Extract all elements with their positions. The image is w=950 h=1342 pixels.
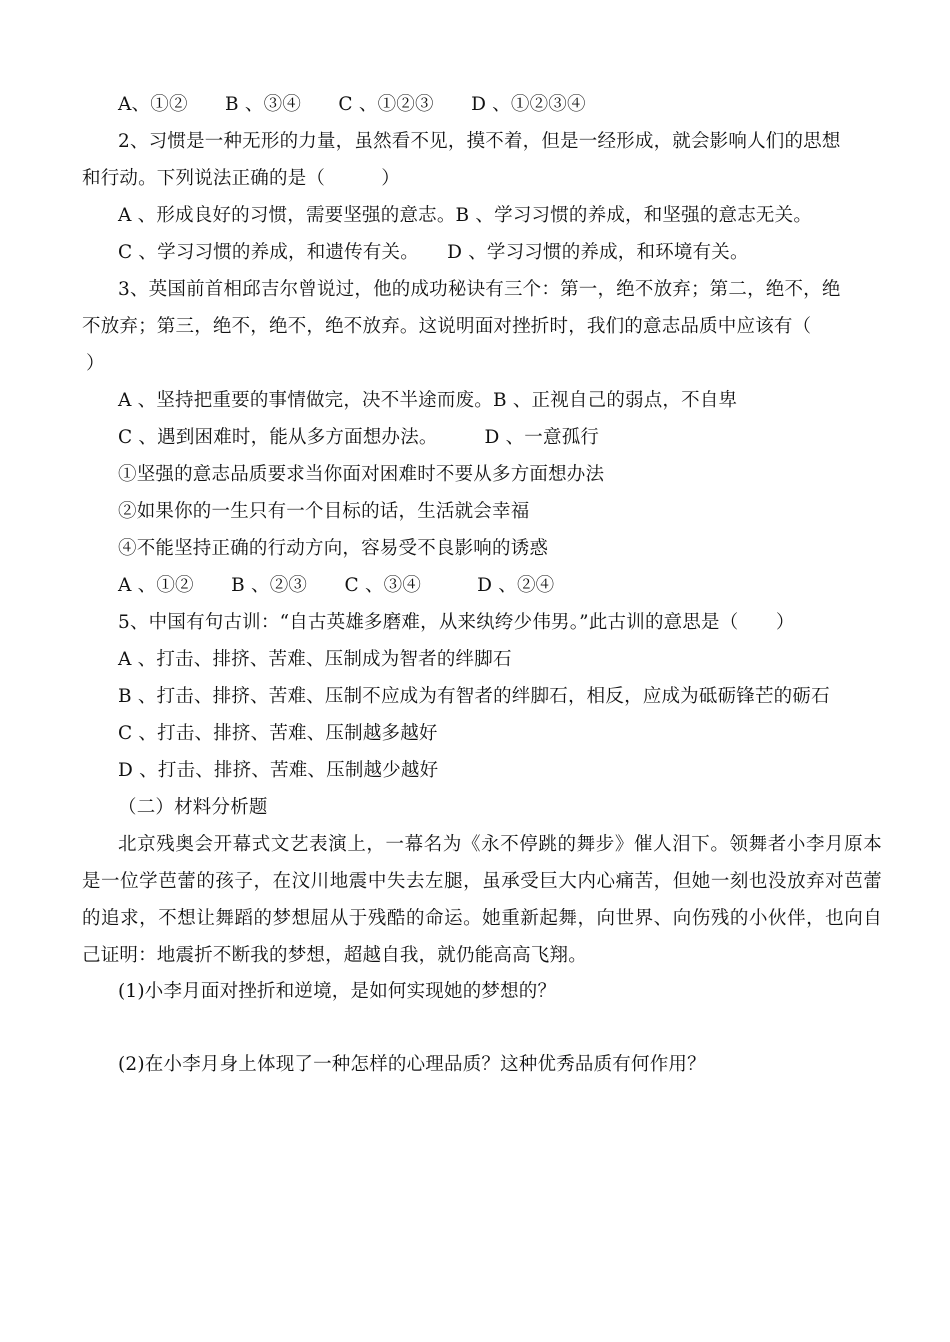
section2-heading: （二）材料分析题 — [118, 797, 268, 818]
q4-statement-1: ①坚强的意志品质要求当你面对困难时不要从多方面想办法 — [118, 464, 605, 485]
q3-stem-line1: 3、英国前首相邱吉尔曾说过，他的成功秘诀有三个：第一，绝不放弃；第二，绝不，绝 — [118, 279, 841, 300]
q5-stem: 5、中国有句古训：“自古英雄多磨难，从来纨绔少伟男。”此古训的意思是（ ） — [118, 612, 795, 633]
q5-option-b: B 、打击、排挤、苦难、压制不应成为有智者的绊脚石，相反，应成为砥砺锋芒的砺石 — [118, 686, 830, 707]
q3-options-ab: A 、坚持把重要的事情做完，决不半途而废。B 、正视自己的弱点，不自卑 — [118, 390, 738, 411]
q5-option-a: A 、打击、排挤、苦难、压制成为智者的绊脚石 — [118, 649, 512, 670]
material-question-2: (2)在小李月身上体现了一种怎样的心理品质？这种优秀品质有何作用？ — [118, 1054, 706, 1075]
material-paragraph: 北京残奥会开幕式文艺表演上，一幕名为《永不停跳的舞步》催人泪下。领舞者小李月原本是一位学芭蕾的孩子，在汶川地震中失去左腿，虽承受巨大内心痛苦，但她一刻也没放弃对芭蕾的追求，不想让舞蹈的梦想屈从于残酷的命运。她重新起舞，向世界、向伤残的小伙伴，也向自己证明：地震折不断我的梦想，超越自我，就仍能高高飞翔。 — [82, 834, 882, 966]
q3-stem-line2: 不放弃；第三，绝不，绝不，绝不放弃。这说明面对挫折时，我们的意志品质中应该有（ — [82, 316, 812, 337]
q2-options-cd: C 、学习习惯的养成，和遗传有关。 D 、学习习惯的养成，和环境有关。 — [118, 242, 749, 263]
q2-options-ab: A 、形成良好的习惯，需要坚强的意志。B 、学习习惯的养成，和坚强的意志无关。 — [118, 205, 813, 226]
q3-stem-line3: ） — [86, 353, 105, 374]
q5-option-c: C 、打击、排挤、苦难、压制越多越好 — [118, 723, 438, 744]
q4-options: A 、①② B 、②③ C 、③④ D 、②④ — [118, 575, 555, 596]
q4-statement-4: ④不能坚持正确的行动方向，容易受不良影响的诱惑 — [118, 538, 549, 559]
q5-option-d: D 、打击、排挤、苦难、压制越少越好 — [118, 760, 439, 781]
q2-stem-line2: 和行动。下列说法正确的是（ ） — [82, 168, 400, 189]
q4-statement-2: ②如果你的一生只有一个目标的话，生活就会幸福 — [118, 501, 530, 522]
q3-options-cd: C 、遇到困难时，能从多方面想办法。 D 、一意孤行 — [118, 427, 600, 448]
q1-options: A、①② B 、③④ C 、①②③ D 、①②③④ — [118, 94, 586, 115]
q2-stem-line1: 2、习惯是一种无形的力量，虽然看不见，摸不着，但是一经形成，就会影响人们的思想 — [118, 131, 841, 152]
material-question-1: (1)小李月面对挫折和逆境，是如何实现她的梦想的？ — [118, 981, 557, 1002]
